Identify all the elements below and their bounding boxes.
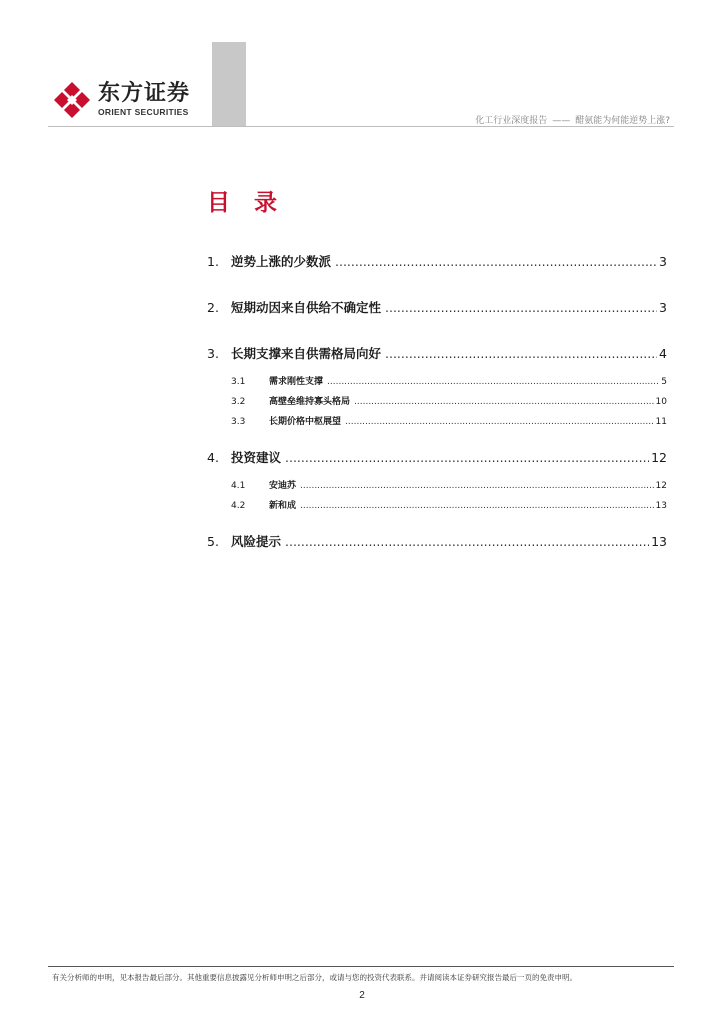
toc-entry-4-2[interactable] — [207, 498, 667, 511]
toc-entry-3[interactable] — [207, 344, 667, 362]
toc-entry-page: 5 — [661, 377, 667, 387]
toc-entry-page: 11 — [655, 417, 667, 427]
toc-entry-label: 风险提示 — [231, 534, 282, 549]
toc-entry-number: 3.3 — [231, 417, 246, 427]
toc-entry-label: 新和成 — [269, 501, 297, 511]
footer-disclaimer: 有关分析师的申明，见本报告最后部分。其他重要信息披露见分析师申明之后部分，或请与您的投资代表联系。并请阅读本证券研究报告最后一页的免责申明。 — [52, 973, 577, 982]
toc-entry-number: 4.1 — [231, 481, 246, 491]
toc-entry-page: 3 — [659, 254, 667, 269]
toc-entry-4-1[interactable] — [207, 478, 667, 491]
toc-leader-dots — [285, 450, 649, 465]
toc-entry-number: 3.2 — [231, 397, 246, 407]
toc-entry-page: 13 — [651, 534, 667, 549]
toc-entry-number: 4.2 — [231, 501, 246, 511]
toc-entry-label: 长期价格中枢展望 — [269, 417, 342, 427]
toc-entry-label: 短期动因来自供给不确定性 — [231, 300, 382, 315]
toc-leader-dots — [385, 346, 657, 361]
toc-entry-page: 10 — [655, 397, 667, 407]
header-divider — [48, 126, 674, 127]
toc-entry-number: 4. — [207, 450, 219, 465]
toc-entry-number: 3. — [207, 346, 219, 361]
toc-leader-dots — [300, 501, 654, 511]
toc-entry-label: 投资建议 — [231, 450, 282, 465]
toc-entry-number: 5. — [207, 534, 219, 549]
toc-entry-3-2[interactable] — [207, 394, 667, 407]
toc-entry-5[interactable] — [207, 532, 667, 550]
toc-entry-label: 长期支撑来自供需格局向好 — [231, 346, 382, 361]
toc-leader-dots — [300, 481, 654, 491]
toc-leader-dots — [354, 397, 654, 407]
logo-chinese-name: 东方证券 — [98, 81, 191, 106]
toc-entry-number: 3.1 — [231, 377, 246, 387]
toc-title: 目 录 — [207, 190, 286, 216]
toc-entry-number: 1. — [207, 254, 219, 269]
toc-entry-page: 4 — [659, 346, 667, 361]
toc-entry-page: 3 — [659, 300, 667, 315]
toc-entry-label: 安迪苏 — [269, 481, 297, 491]
toc-entry-3-3[interactable] — [207, 414, 667, 427]
toc-entry-3-1[interactable] — [207, 374, 667, 387]
toc-entry-label: 逆势上涨的少数派 — [231, 254, 332, 269]
header-separator: —— — [552, 116, 571, 126]
page-number: 2 — [359, 990, 365, 1001]
toc-leader-dots — [335, 254, 657, 269]
toc-entry-page: 13 — [655, 501, 667, 511]
toc-entry-label: 需求刚性支撑 — [269, 377, 324, 387]
footer-divider — [48, 966, 674, 967]
toc-entry-1[interactable] — [207, 252, 667, 270]
toc-entry-number: 2. — [207, 300, 219, 315]
report-header-info — [475, 113, 670, 126]
report-title: 醋氨能为何能逆势上涨? — [575, 116, 670, 126]
company-logo — [52, 82, 252, 122]
toc-entry-4[interactable] — [207, 448, 667, 466]
logo-english-name: ORIENT SECURITIES — [98, 107, 189, 117]
toc-leader-dots — [327, 377, 659, 387]
report-type: 化工行业深度报告 — [475, 116, 548, 126]
toc-entry-page: 12 — [655, 481, 667, 491]
toc-leader-dots — [385, 300, 657, 315]
toc-entry-label: 高壁垒维持寡头格局 — [269, 397, 351, 407]
toc-entry-page: 12 — [651, 450, 667, 465]
orient-securities-logo-icon — [52, 82, 92, 118]
toc-leader-dots — [345, 417, 654, 427]
toc-leader-dots — [285, 534, 649, 549]
toc-entry-2[interactable] — [207, 298, 667, 316]
